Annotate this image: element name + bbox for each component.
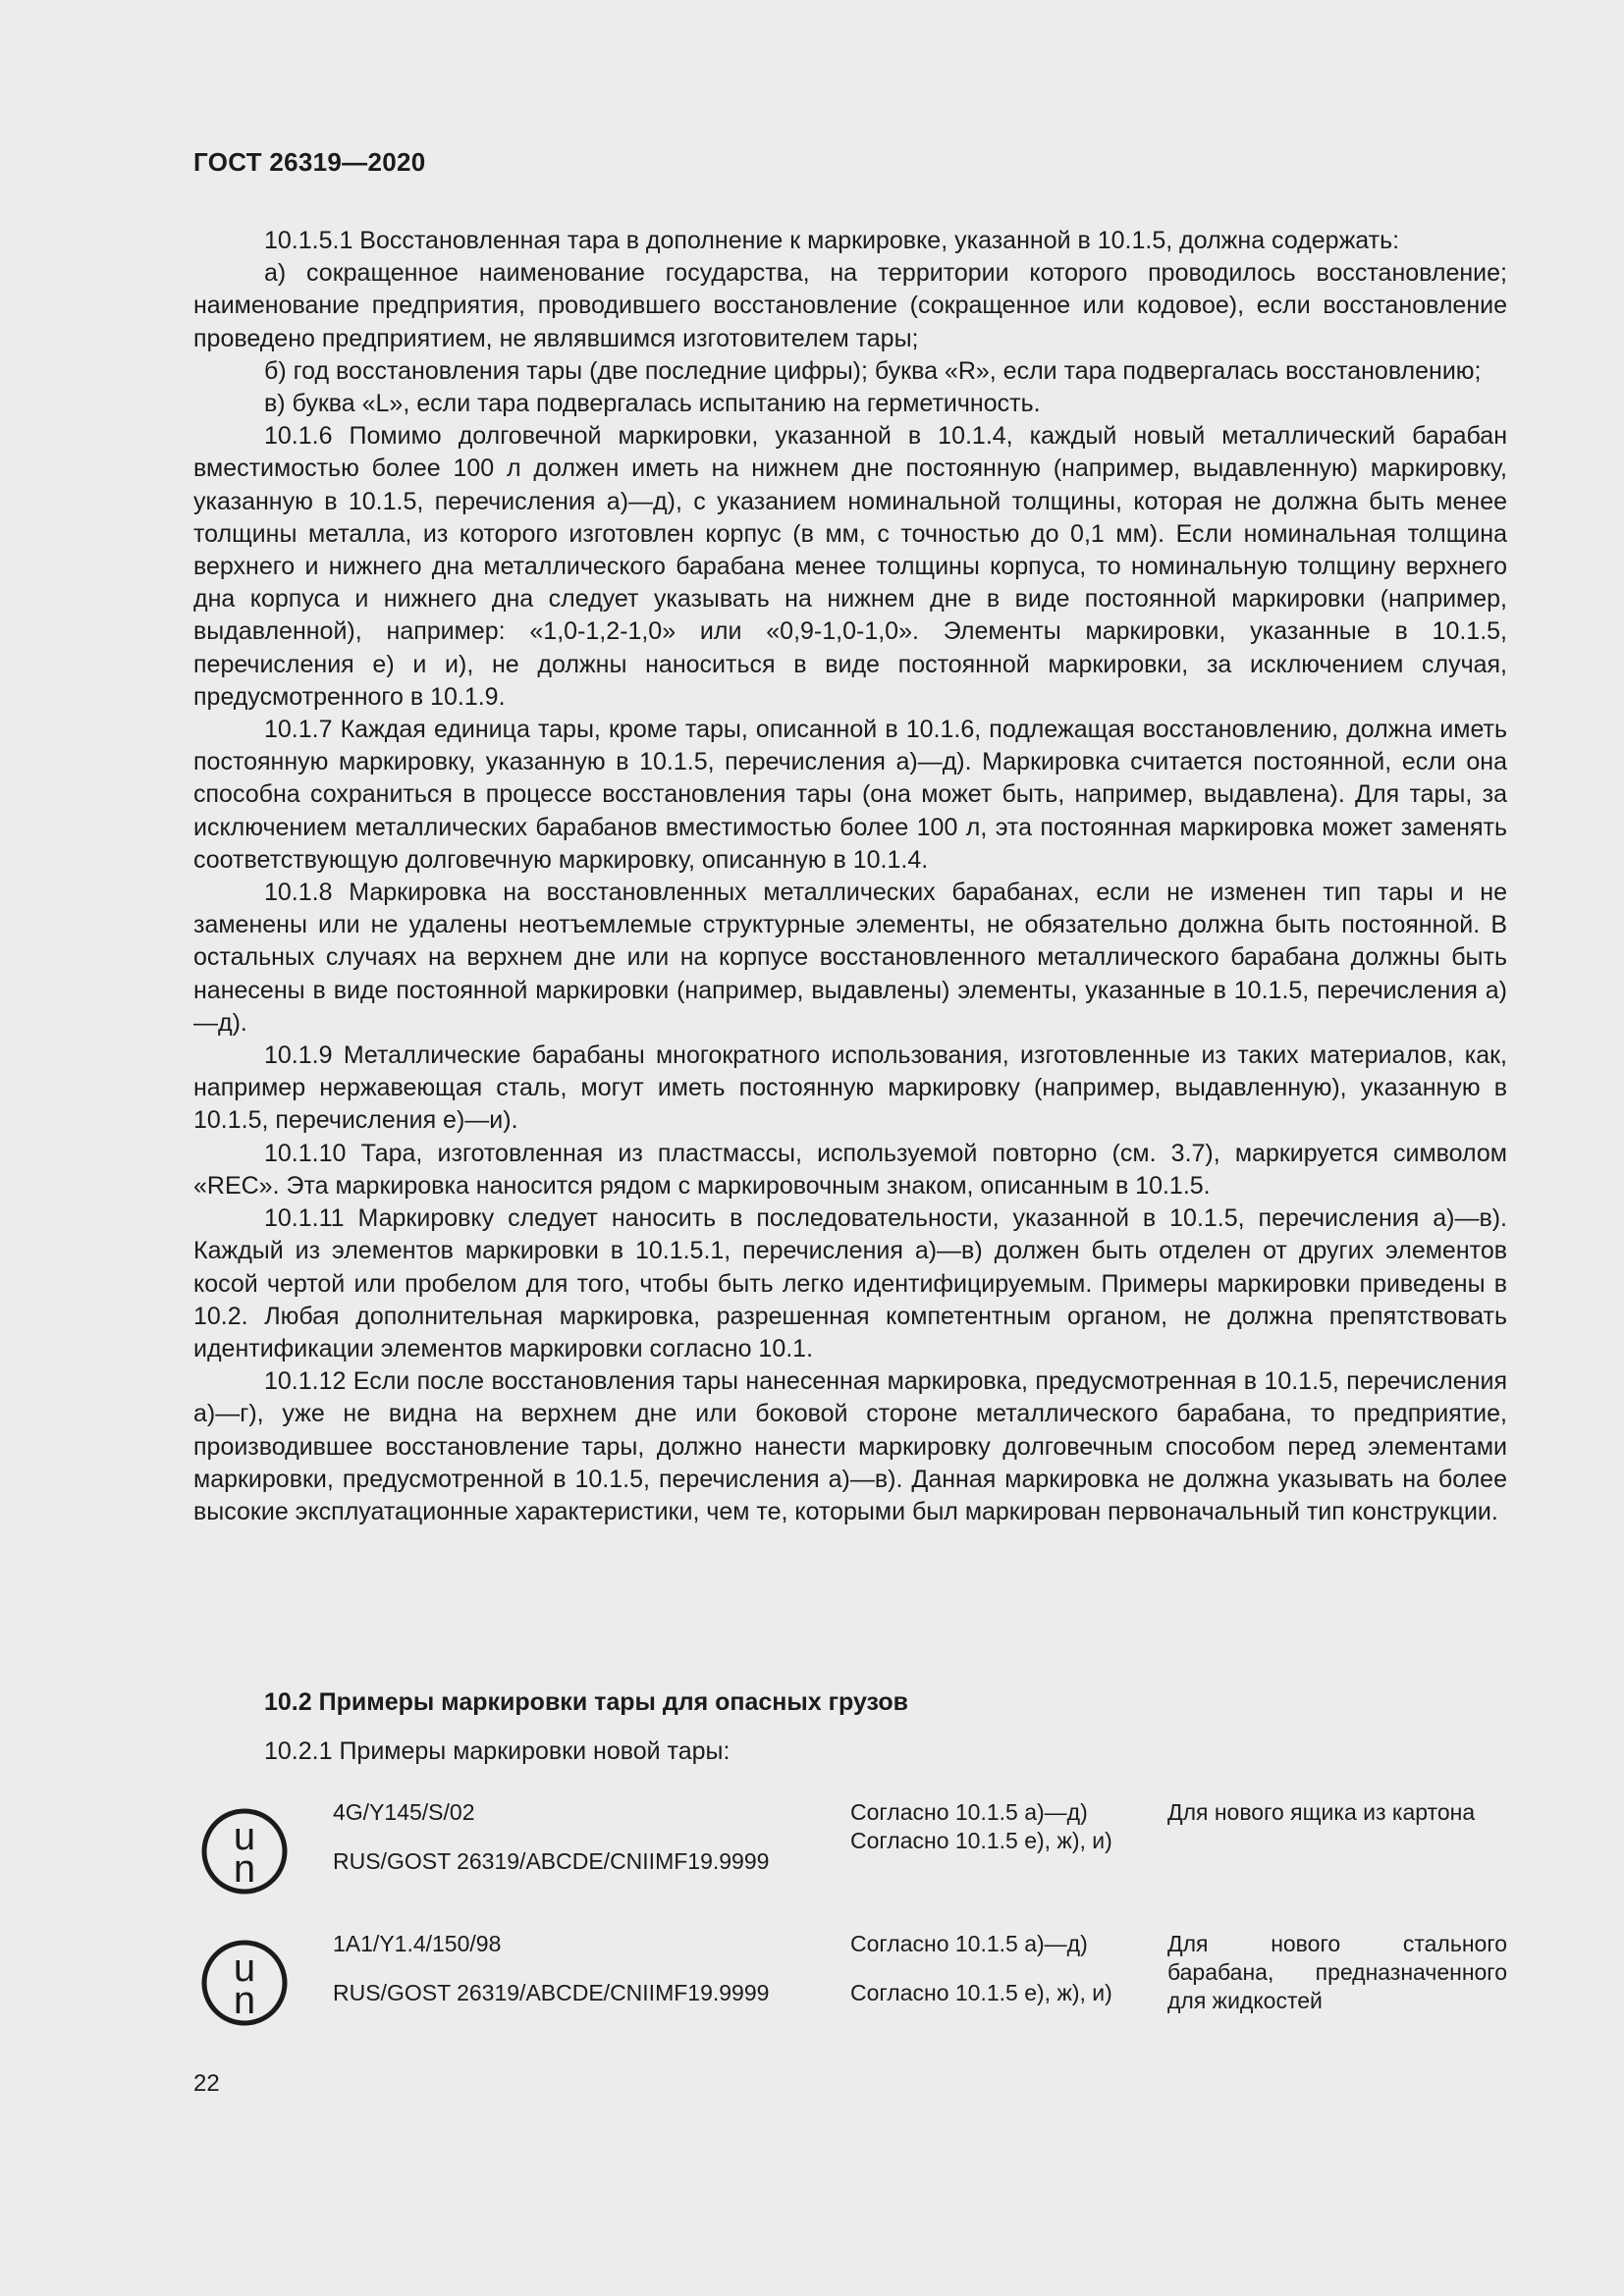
marking-code-line-2: RUS/GOST 26319/ABCDE/CNIIMF19.9999 bbox=[333, 1848, 770, 1874]
un-symbol-n: n bbox=[233, 1979, 256, 2022]
marking-reference-a: Согласно 10.1.5 а)—д) bbox=[850, 1931, 1088, 1956]
list-item-b: б) год восстановления тары (две последние цифры); буква «R», если тара подвергалась восстановлению; bbox=[264, 356, 1482, 385]
paragraph-10-1-5-1: 10.1.5.1 Восстановленная тара в дополнение к маркировке, указанной в 10.1.5, должна содержать: bbox=[264, 227, 1400, 254]
paragraph-10-1-11: 10.1.11 Маркировку следует наносить в последовательности, указанной в 10.1.5, перечисления а)—в). Каждый из элементов маркировки в 10.1.5.1, перечисления а)—в) должен быть отделен от других элементов косой чертой или пробелом для того, чтобы быть легко идентифицируемым. Примеры маркировки приведены в 10.2. Любая дополнительная маркировка, разрешенная компетентным органом, не должна препятствовать идентификации элементов маркировки согласно 10.1. bbox=[193, 1204, 1507, 1362]
marking-reference-b: Согласно 10.1.5 е), ж), и) bbox=[850, 1828, 1112, 1853]
marking-reference-b: Согласно 10.1.5 е), ж), и) bbox=[850, 1980, 1112, 2005]
marking-code-line-2: RUS/GOST 26319/ABCDE/CNIIMF19.9999 bbox=[333, 1980, 770, 2005]
un-symbol-u: u bbox=[233, 1815, 256, 1858]
un-symbol-icon bbox=[201, 1808, 288, 1895]
paragraph-10-1-8: 10.1.8 Маркировка на восстановленных металлических барабанах, если не изменен тип тары и не заменены или не удалены неотъемлемые структурные элементы, не обязательно должна быть постоянной. В остальных случаях на верхнем дне или на корпусе восстановленного металлического барабана должны быть нанесены в виде постоянной маркировки (например, выдавлены) элементы, указанные в 10.1.5, перечисления а)—д). bbox=[193, 879, 1507, 1037]
marking-code-line-1: 1A1/Y1.4/150/98 bbox=[333, 1931, 502, 1956]
section-heading: 10.2 Примеры маркировки тары для опасных грузов bbox=[264, 1688, 908, 1716]
paragraph-10-1-6: 10.1.6 Помимо долговечной маркировки, указанной в 10.1.4, каждый новый металлический барабан вместимостью более 100 л должен иметь на нижнем дне постоянную (например, выдавленную) маркировку, указанную в 10.1.5, перечисления а)—д), с указанием номинальной толщины, которая не должна быть менее толщины металла, из которого изготовлен корпус (в мм, с точностью до 0,1 мм). Если номинальная толщина верхнего и нижнего дна металлического барабана менее толщины корпуса, то номинальную толщину верхнего дна корпуса и нижнего дна следует указывать на нижнем дне в виде постоянной маркировки (например, выдавленной), например: «1,0-1,2-1,0» или «0,9-1,0-1,0». Элементы маркировки, указанные в 10.1.5, перечисления е) и и), не должны наноситься в виде постоянной маркировки, за исключением случая, предусмотренного в 10.1.9. bbox=[193, 422, 1507, 711]
paragraph-10-1-10: 10.1.10 Тара, изготовленная из пластмассы, используемой повторно (см. 3.7), маркируется символом «REC». Эта маркировка наносится рядом с маркировочным знаком, описанным в 10.1.5. bbox=[193, 1139, 1507, 1200]
paragraph-10-1-7: 10.1.7 Каждая единица тары, кроме тары, описанной в 10.1.6, подлежащая восстановлению, должна иметь постоянную маркировку, указанную в 10.1.5, перечисления а)—д). Маркировка считается постоянной, если она способна сохраниться в процессе восстановления тары (она может быть, например, выдавлена). Для тары, за исключением металлических барабанов вместимостью более 100 л, эта постоянная маркировка может заменять соответствующую долговечную маркировку, описанную в 10.1.4. bbox=[193, 716, 1507, 874]
marking-example-1 bbox=[0, 1796, 1624, 1904]
marking-code-line-1: 4G/Y145/S/02 bbox=[333, 1799, 475, 1825]
un-symbol-u: u bbox=[233, 1947, 256, 1990]
paragraph-10-1-9: 10.1.9 Металлические барабаны многократного использования, изготовленные из таких материалов, как, например нержавеющая сталь, могут иметь постоянную маркировку (например, выдавленную), указанную в 10.1.5, перечисления е)—и). bbox=[193, 1041, 1507, 1135]
marking-description: Для нового ящика из картона bbox=[1167, 1799, 1476, 1825]
page-number: 22 bbox=[193, 2070, 220, 2097]
body-text bbox=[193, 225, 1507, 1528]
marking-reference bbox=[850, 1798, 1112, 1855]
marking-example-2 bbox=[0, 1928, 1624, 2036]
marking-description: Для нового стального барабана, предназначенного для жидкостей bbox=[1167, 1931, 1507, 2013]
list-item-a: а) сокращенное наименование государства, на территории которого проводилось восстановление; наименование предприятия, проводившего восстановление (сокращенное или кодовое), если восстановление проведено предприятием, не являвшимся изготовителем тары; bbox=[193, 259, 1507, 352]
page-header: ГОСТ 26319—2020 bbox=[193, 147, 426, 177]
marking-reference-a: Согласно 10.1.5 а)—д) bbox=[850, 1799, 1088, 1825]
un-symbol-n: n bbox=[233, 1847, 256, 1891]
subsection-heading: 10.2.1 Примеры маркировки новой тары: bbox=[264, 1737, 731, 1765]
paragraph-10-1-12: 10.1.12 Если после восстановления тары нанесенная маркировка, предусмотренная в 10.1.5, перечисления а)—г), уже не видна на верхнем дне или боковой стороне металлического барабана, то предприятие, производившее восстановление тары, должно нанести маркировку долговечным способом перед элементами маркировки, предусмотренной в 10.1.5, перечисления а)—в). Данная маркировка не должна указывать на более высокие эксплуатационные характеристики, чем те, которыми был маркирован первоначальный тип конструкции. bbox=[193, 1367, 1507, 1525]
list-item-v: в) буква «L», если тара подвергалась испытанию на герметичность. bbox=[264, 390, 1041, 418]
un-symbol-icon bbox=[201, 1940, 288, 2026]
